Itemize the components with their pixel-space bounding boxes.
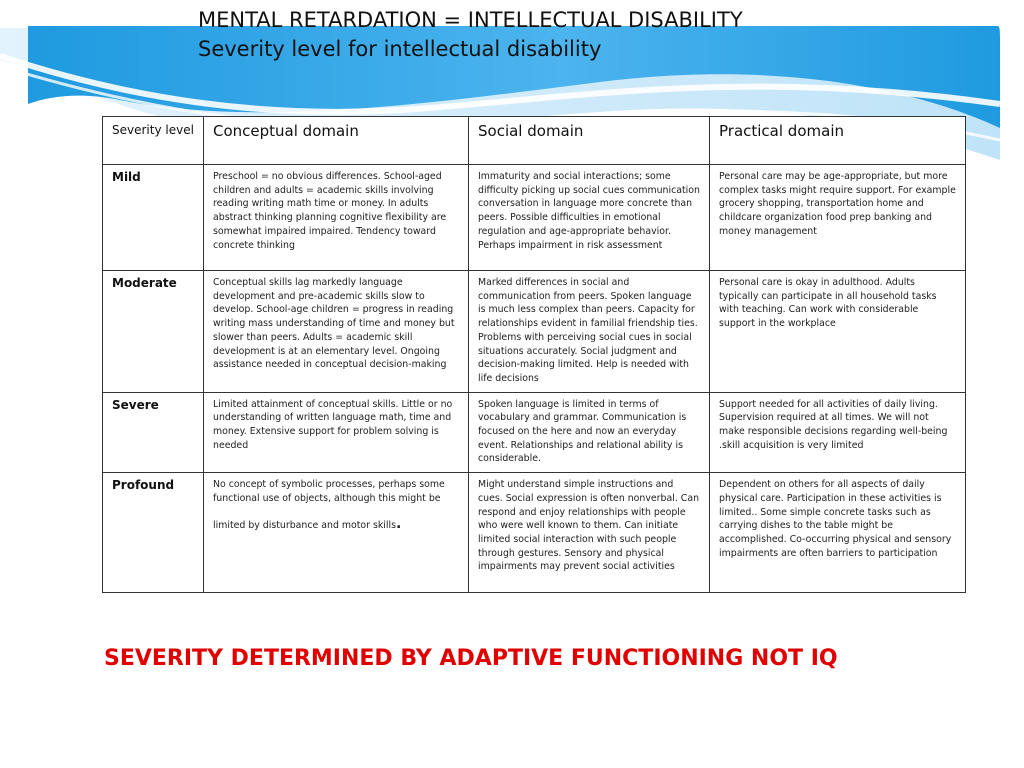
conceptual-text-period: . bbox=[396, 515, 402, 532]
practical-cell: Personal care is okay in adulthood. Adults typically can participate in all household tasks with teaching. Can work with considerable support in the workplace bbox=[710, 271, 966, 393]
social-cell: Spoken language is limited in terms of vocabulary and grammar. Communication is focused on the here and now an everyday event. Relationships and relational ability is considerable. bbox=[469, 392, 710, 473]
table-header-row bbox=[103, 117, 966, 165]
conceptual-text: No concept of symbolic processes, perhaps some functional use of objects, although this might be bbox=[213, 479, 445, 504]
header-social-domain: Social domain bbox=[469, 117, 710, 165]
conceptual-cell: Conceptual skills lag markedly language development and pre-academic skills slow to develop. School-age children = progress in reading writing mass understanding of time and money but slower than peers. Adults = academic skill development is at an elementary level. Ongoing assistance needed in conceptual decision-making bbox=[204, 271, 469, 393]
header-severity-level: Severity level bbox=[103, 117, 204, 165]
table-row-mild bbox=[103, 165, 966, 271]
practical-cell: Support needed for all activities of daily living. Supervision required at all times. We will not make responsible decisions regarding well-being .skill acquisition is very limited bbox=[710, 392, 966, 473]
table-row-moderate bbox=[103, 271, 966, 393]
social-cell: Might understand simple instructions and cues. Social expression is often nonverbal. Can respond and enjoy relationships with people who were well known to them. Can initiate limited social interaction with such people through gestures. Sensory and physical impairments may prevent social activities bbox=[469, 473, 710, 593]
practical-cell: Personal care may be age-appropriate, but more complex tasks might require support. For example grocery shopping, transportation home and childcare organization food prep banking and money management bbox=[710, 165, 966, 271]
conceptual-cell: Limited attainment of conceptual skills. Little or no understanding of written language math, time and money. Extensive support for problem solving is needed bbox=[204, 392, 469, 473]
header-conceptual-domain: Conceptual domain bbox=[204, 117, 469, 165]
table-row-severe bbox=[103, 392, 966, 473]
social-cell: Marked differences in social and communication from peers. Spoken language is much less complex than peers. Capacity for relationships evident in familial friendship ties. Problems with perceiving social cues in social situations accurately. Social judgment and decision-making limited. Help is needed with life decisions bbox=[469, 271, 710, 393]
table-row-profound bbox=[103, 473, 966, 593]
conceptual-text-continued bbox=[213, 515, 459, 533]
social-cell: Immaturity and social interactions; some difficulty picking up social cues communication conversation in language more concrete than peers. Possible difficulties in emotional regulation and age-appropriate behavior. Perhaps impairment in risk assessment bbox=[469, 165, 710, 271]
title-line-2: Severity level for intellectual disability bbox=[198, 37, 602, 61]
level-cell: Severe bbox=[103, 392, 204, 473]
conceptual-text-tail: limited by disturbance and motor skills bbox=[213, 519, 396, 531]
level-cell: Mild bbox=[103, 165, 204, 271]
conceptual-cell: Preschool = no obvious differences. School-aged children and adults = academic skills involving reading writing math time or money. In adults abstract thinking planning cognitive flexibility are somewhat impaired impaired. Tendency toward concrete thinking bbox=[204, 165, 469, 271]
severity-table bbox=[102, 116, 966, 593]
header-practical-domain: Practical domain bbox=[710, 117, 966, 165]
level-cell: Moderate bbox=[103, 271, 204, 393]
practical-cell: Dependent on others for all aspects of daily physical care. Participation in these activities is limited.. Some simple concrete tasks such as carrying dishes to the table might be accomplished. Co-occurring physical and sensory impairments are often barriers to participation bbox=[710, 473, 966, 593]
slide-title bbox=[198, 6, 743, 64]
title-line-1: MENTAL RETARDATION = INTELLECTUAL DISABILITY bbox=[198, 8, 743, 32]
conceptual-cell bbox=[204, 473, 469, 593]
footer-statement: SEVERITY DETERMINED BY ADAPTIVE FUNCTIONING NOT IQ bbox=[104, 646, 838, 671]
level-cell: Profound bbox=[103, 473, 204, 593]
